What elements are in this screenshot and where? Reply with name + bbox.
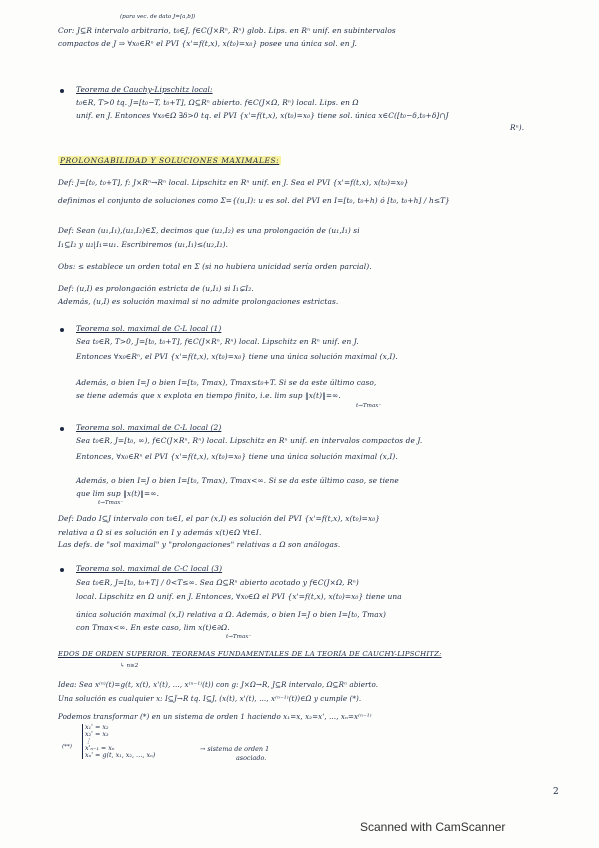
obs-line: Obs: ≤ establece un orden total en Σ (si no hubiera unicidad sería orden parcial). [58, 262, 372, 271]
solmax3-lim-sub: t→Tmax⁻ [226, 634, 252, 640]
system-eq-5: xₙ' = g(t, x₁, x₂, …, xₙ) [85, 751, 156, 759]
solmax1-line-1: Sea t₀∈R, T>0, J=[t₀, t₀+T], f∈C(J×Rⁿ, Rⁿ) local. Lipschitz en Rⁿ unif. en J. [76, 337, 359, 346]
system-note-2: asociado. [236, 754, 267, 762]
solmax2-def-line-3: Las defs. de "sol maximal" y "prolongaciones" relativas a Ω son análogas. [58, 540, 341, 549]
scanner-watermark: Scanned with CamScanner [360, 820, 506, 834]
def1-line-1: Def: J=[t₀, t₀+T], f: J×Rⁿ→Rⁿ local. Lipschitz en Rⁿ unif. en J. Sea el PVI {x'=f(t,x), x(t₀)=x₀} [58, 178, 409, 187]
system-eq-2: x₂' = x₃ [85, 730, 109, 738]
def2-line-2: I₁⊆I₂ y u₂|I₁=u₁. Escribiremos (u₁,I₁)≤(u₂,I₂). [58, 240, 229, 249]
ode-system [82, 724, 155, 759]
system-eq-3: ⋮ [85, 737, 92, 745]
bullet [60, 427, 64, 431]
solmax3-line-4: con Tmax<∞. En este caso, lim x(t)∈∂Ω. [76, 623, 230, 632]
edos-line-2: Una solución es cualquier x: I⊆J→R tq. I⊆J, (x(t), x'(t), …, x⁽ⁿ⁻¹⁾(t))∈Ω y cumple (*). [58, 694, 362, 703]
cor-line-2: compactos de J ⇒ ∀x₀∈Rⁿ el PVI {x'=f(t,x), x(t₀)=x₀} posee una única sol. en J. [58, 39, 357, 48]
cl-local-tail: Rⁿ). [510, 123, 525, 132]
solmax3-line-1: Sea t₀∈R, J=[t₀, t₀+T] / 0<T≤∞. Sea Ω⊆Rⁿ abierto acotado y f∈C(J×Ω, Rⁿ) [76, 578, 359, 587]
solmax2-title: Teorema sol. maximal de C-L local (2) [76, 423, 222, 432]
system-eq-1: x₁' = x₂ [85, 723, 109, 731]
cl-local-line-1: t₀∈R, T>0 tq. J=[t₀−T, t₀+T], Ω⊆Rⁿ abierto. f∈C(J×Ω, Rⁿ) local. Lips. en Ω [76, 98, 359, 107]
cl-local-line-2: unif. en J. Entonces ∀x₀∈Ω ∃δ>0 tq. el PVI {x'=f(t,x), x(t₀)=x₀} tiene sol. única x∈C([t₀−δ,t₀+δ]∩J [76, 111, 449, 120]
def1-line-2: definimos el conjunto de soluciones como Σ={(u,I): u es sol. del PVI en I=[t₀, t₀+h) ó [t₀, t₀+h] / h≤T} [58, 196, 450, 205]
bullet [60, 89, 64, 93]
solmax1-title: Teorema sol. maximal de C-L local (1) [76, 324, 222, 333]
solmax2-lim-sub: t→Tmax⁻ [98, 500, 124, 506]
edos-sub: ↳ n≥2 [120, 663, 139, 669]
solmax1-line-3: Además, o bien I=J o bien I=[t₀, Tmax), Tmax≤t₀+T. Si se da este último caso, [76, 378, 377, 387]
solmax2-def-line-1: Def: Dado I⊆J intervalo con t₀∈I, el par (x,I) es solución del PVI {x'=f(t,x), x(t₀)=x₀} [58, 514, 381, 523]
solmax1-line-4: se tiene además que x explota en tiempo finito, i.e. lim sup ‖x(t)‖=∞. [76, 391, 341, 400]
solmax2-def-line-2: relativa a Ω si es solución en I y además x(t)∈Ω ∀t∈I. [58, 528, 262, 537]
solmax3-line-3: única solución maximal (x,I) relativa a Ω. Además, o bien I=J o bien I=[t₀, Tmax) [76, 610, 387, 619]
cor-line-1: Cor: J⊆R intervalo arbitrario, t₀∈J, f∈C(J×Rⁿ, Rⁿ) glob. Lips. en Rⁿ unif. en subintervalos [58, 26, 396, 35]
def3-line-2: Además, (u,I) es solución maximal si no admite prolongaciones estrictas. [58, 297, 339, 306]
def3-line-1: Def: (u,I) es prolongación estricta de (u,I₁) si I₁⊊I₂. [58, 284, 254, 293]
top-annotation: (para vec. de dato J=[a,b]) [120, 14, 196, 20]
system-eq-4: x'ₙ₋₁ = xₙ [85, 744, 115, 752]
solmax2-line-4: que lim sup ‖x(t)‖=∞. [76, 489, 160, 498]
solmax2-line-3: Además, o bien I=J o bien I=[t₀, Tmax), Tmax<∞. Si se da este último caso, se tiene [76, 476, 399, 485]
solmax2-line-2: Entonces, ∀x₀∈Rⁿ el PVI {x'=f(t,x), x(t₀)=x₀} tiene una única solución maximal (x,I). [76, 452, 398, 461]
edos-heading: EDOS DE ORDEN SUPERIOR. TEOREMAS FUNDAMENTALES DE LA TEORÍA DE CAUCHY-LIPSCHITZ: [58, 650, 442, 658]
solmax1-line-2: Entonces ∀x₀∈Rⁿ, el PVI {x'=f(t,x), x(t₀)=x₀} tiene una única solución maximal (x,I). [76, 352, 398, 361]
system-note-1: → sistema de orden 1 [200, 745, 270, 753]
bullet [60, 568, 64, 572]
edos-line-1: Idea: Sea x⁽ⁿ⁾(t)=g(t, x(t), x'(t), …, x⁽ⁿ⁻¹⁾(t)) con g: J×Ω→R, J⊆R intervalo, Ω⊆Rⁿ abierto. [58, 680, 379, 689]
solmax2-line-1: Sea t₀∈R, J=[t₀, ∞), f∈C(J×Rⁿ, Rⁿ) local. Lipschitz en Rⁿ unif. en intervalos compactos de J. [76, 436, 423, 445]
bullet [60, 328, 64, 332]
prolongabilidad-heading: PROLONGABILIDAD Y SOLUCIONES MAXIMALES: [60, 156, 280, 165]
solmax3-line-2: local. Lipschitz en Ω unif. en J. Entonces, ∀x₀∈Ω el PVI {x'=f(t,x), x(t₀)=x₀} tiene una [76, 592, 402, 601]
edos-line-3: Podemos transformar (*) en un sistema de orden 1 haciendo x₁=x, x₂=x', …, xₙ=x⁽ⁿ⁻¹⁾ [58, 712, 372, 721]
cl-local-title: Teorema de Cauchy-Lipschitz local: [76, 85, 213, 94]
solmax1-lim-sub: t→Tmax⁻ [356, 403, 382, 409]
solmax3-title: Teorema sol. maximal de C-C local (3) [76, 564, 223, 573]
page-number: 2 [553, 787, 559, 797]
def2-line-1: Def: Sean (u₁,I₁),(u₂,I₂)∈Σ, decimos que (u₂,I₂) es una prolongación de (u₁,I₁) si [58, 226, 360, 235]
system-label: (**) [62, 744, 72, 750]
